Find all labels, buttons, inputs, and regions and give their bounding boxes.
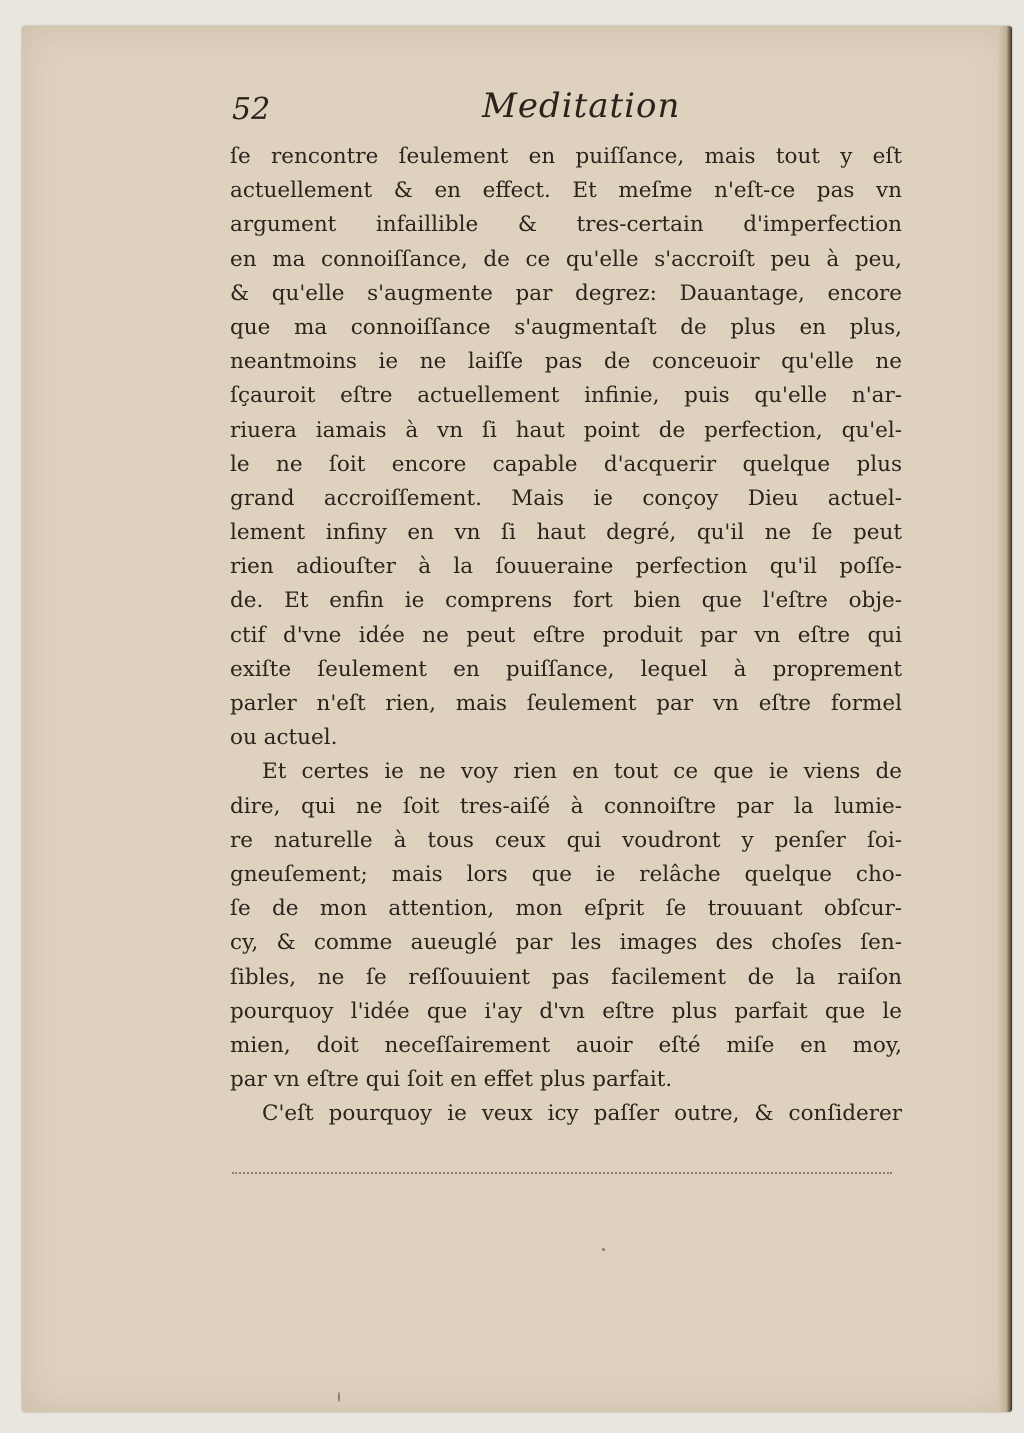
body-text	[230, 140, 902, 1131]
text-line: ou actuel.	[230, 725, 338, 751]
text-line: & qu'elle s'augmente par degrez: Dauantage, encore	[230, 280, 902, 306]
text-line: cy, & comme aueuglé par les images des choſes ſen-	[230, 930, 902, 956]
text-line: que ma connoiſſance s'augmentaſt de plus en plus,	[230, 314, 902, 340]
text-line: ctif d'vne idée ne peut eſtre produit par vn eſtre qui	[230, 622, 902, 648]
text-line: exiſte ſeulement en puiſſance, lequel à proprement	[230, 656, 902, 682]
text-line: C'eſt pourquoy ie veux icy paſſer outre, & conſiderer	[262, 1101, 902, 1127]
text-line: par vn eſtre qui ſoit en effet plus parfait.	[230, 1067, 673, 1093]
page-header	[232, 86, 912, 132]
text-line: ſçauroit eſtre actuellement infinie, puis qu'elle n'ar-	[230, 383, 902, 409]
text-line: grand accroiſſement. Mais ie conçoy Dieu actuel-	[230, 485, 902, 511]
paper-speck	[338, 1392, 340, 1402]
text-line: gneuſement; mais lors que ie relâche quelque cho-	[230, 861, 902, 887]
text-line: dire, qui ne ſoit tres-aiſé à connoiſtre par la lumie-	[230, 793, 902, 819]
text-line: lement infiny en vn ſi haut degré, qu'il ne ſe peut	[230, 520, 902, 546]
text-line: riuera iamais à vn ſi haut point de perfection, qu'el-	[230, 417, 902, 443]
text-line: de. Et enfin ie comprens fort bien que l'eſtre obje-	[230, 588, 902, 614]
text-line: argument infaillible & tres-certain d'imperfection	[230, 212, 902, 238]
text-line: pourquoy l'idée que i'ay d'vn eſtre plus parfait que le	[230, 998, 902, 1024]
text-line: rien adiouſter à la ſouueraine perfection qu'il poſſe-	[230, 554, 902, 580]
text-line: re naturelle à tous ceux qui voudront y penſer ſoi-	[230, 827, 902, 853]
text-line: en ma connoiſſance, de ce qu'elle s'accroiſt peu à peu,	[230, 246, 902, 272]
text-line: neantmoins ie ne laiſſe pas de conceuoir qu'elle ne	[230, 349, 902, 375]
bottom-rule	[232, 1172, 892, 1174]
running-title: Meditation	[482, 86, 681, 126]
text-line: Et certes ie ne voy rien en tout ce que ie viens de	[262, 759, 902, 785]
text-line: le ne ſoit encore capable d'acquerir quelque plus	[230, 451, 902, 477]
text-line: actuellement & en effect. Et meſme n'eſt-ce pas vn	[230, 178, 902, 204]
text-line: ſe rencontre ſeulement en puiſſance, mais tout y eſt	[230, 144, 902, 169]
text-line: ſibles, ne ſe reſſouuient pas facilement de la raiſon	[230, 964, 902, 990]
page-edge	[998, 26, 1012, 1412]
text-line: mien, doit neceſſairement auoir eſté miſe en moy,	[230, 1032, 902, 1058]
text-line: ſe de mon attention, mon eſprit ſe trouuant obſcur-	[230, 896, 902, 922]
paper-speck	[602, 1248, 605, 1251]
page-number: 52	[232, 92, 271, 127]
text-line: parler n'eſt rien, mais ſeulement par vn eſtre formel	[230, 691, 902, 716]
